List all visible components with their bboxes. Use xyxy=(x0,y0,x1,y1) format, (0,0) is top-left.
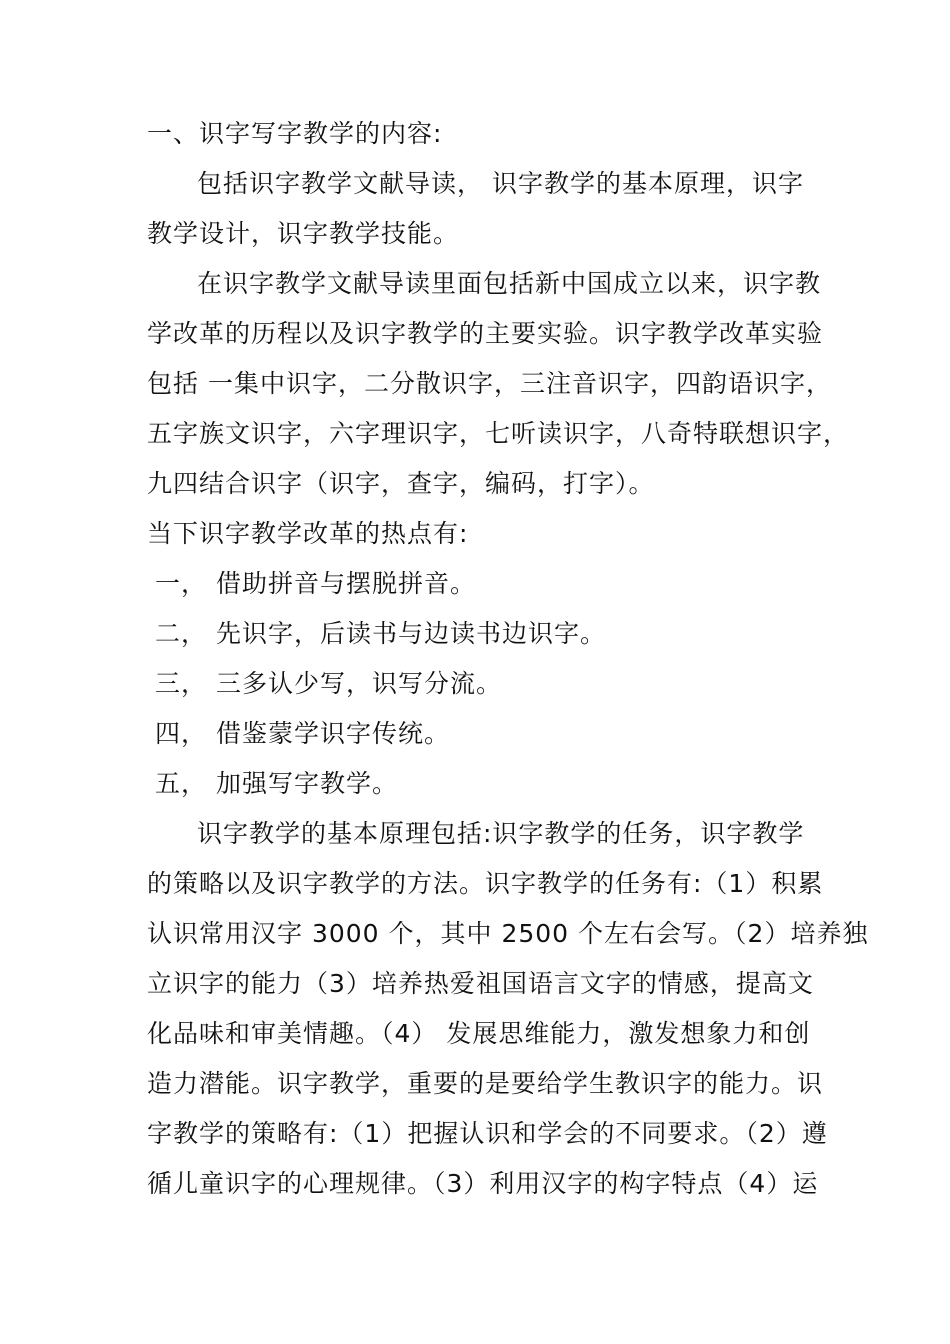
list-item: 一， 借助拼音与摆脱拼音。 xyxy=(155,569,476,598)
paragraph-line: 化品味和审美情趣。（4） 发展思维能力，激发想象力和创 xyxy=(147,1019,811,1048)
list-item: 二， 先识字，后读书与边读书边识字。 xyxy=(155,619,606,648)
paragraph-line: 九四结合识字（识字，查字，编码，打字）。 xyxy=(147,469,655,498)
paragraph-line: 造力潜能。识字教学，重要的是要给学生教识字的能力。识 xyxy=(147,1069,824,1098)
subheading: 当下识字教学改革的热点有: xyxy=(147,519,469,548)
paragraph-line: 教学设计，识字教学技能。 xyxy=(147,219,460,248)
paragraph-line: 循儿童识字的心理规律。（3）利用汉字的构字特点（4）运 xyxy=(147,1169,819,1198)
paragraph-line: 认识常用汉字 3000 个，其中 2500 个左右会写。（2）培养独 xyxy=(147,919,869,948)
paragraph-line: 包括识字教学文献导读， 识字教学的基本原理，识字 xyxy=(197,169,804,198)
list-item: 四， 借鉴蒙学识字传统。 xyxy=(155,719,450,748)
paragraph-line: 识字教学的基本原理包括:识字教学的任务，识字教学 xyxy=(197,819,805,848)
paragraph-line: 学改革的历程以及识字教学的主要实验。识字教学改革实验 xyxy=(147,319,824,348)
list-item: 三， 三多认少写，识写分流。 xyxy=(155,669,502,698)
paragraph-line: 五字族文识字，六字理识字，七听读识字，八奇特联想识字， xyxy=(147,419,850,448)
list-item: 五， 加强写字教学。 xyxy=(155,769,398,798)
paragraph-line: 包括 一集中识字，二分散识字，三注音识字，四韵语识字， xyxy=(147,369,832,398)
section-heading: 一、识字写字教学的内容: xyxy=(147,119,443,148)
paragraph-line: 字教学的策略有:（1）把握认识和学会的不同要求。（2）遵 xyxy=(147,1119,828,1148)
paragraph-line: 的策略以及识字教学的方法。识字教学的任务有:（1）积累 xyxy=(147,869,824,898)
paragraph-line: 立识字的能力（3）培养热爱祖国语言文字的情感，提高文 xyxy=(147,969,814,998)
paragraph-line: 在识字教学文献导读里面包括新中国成立以来，识字教 xyxy=(197,269,822,298)
